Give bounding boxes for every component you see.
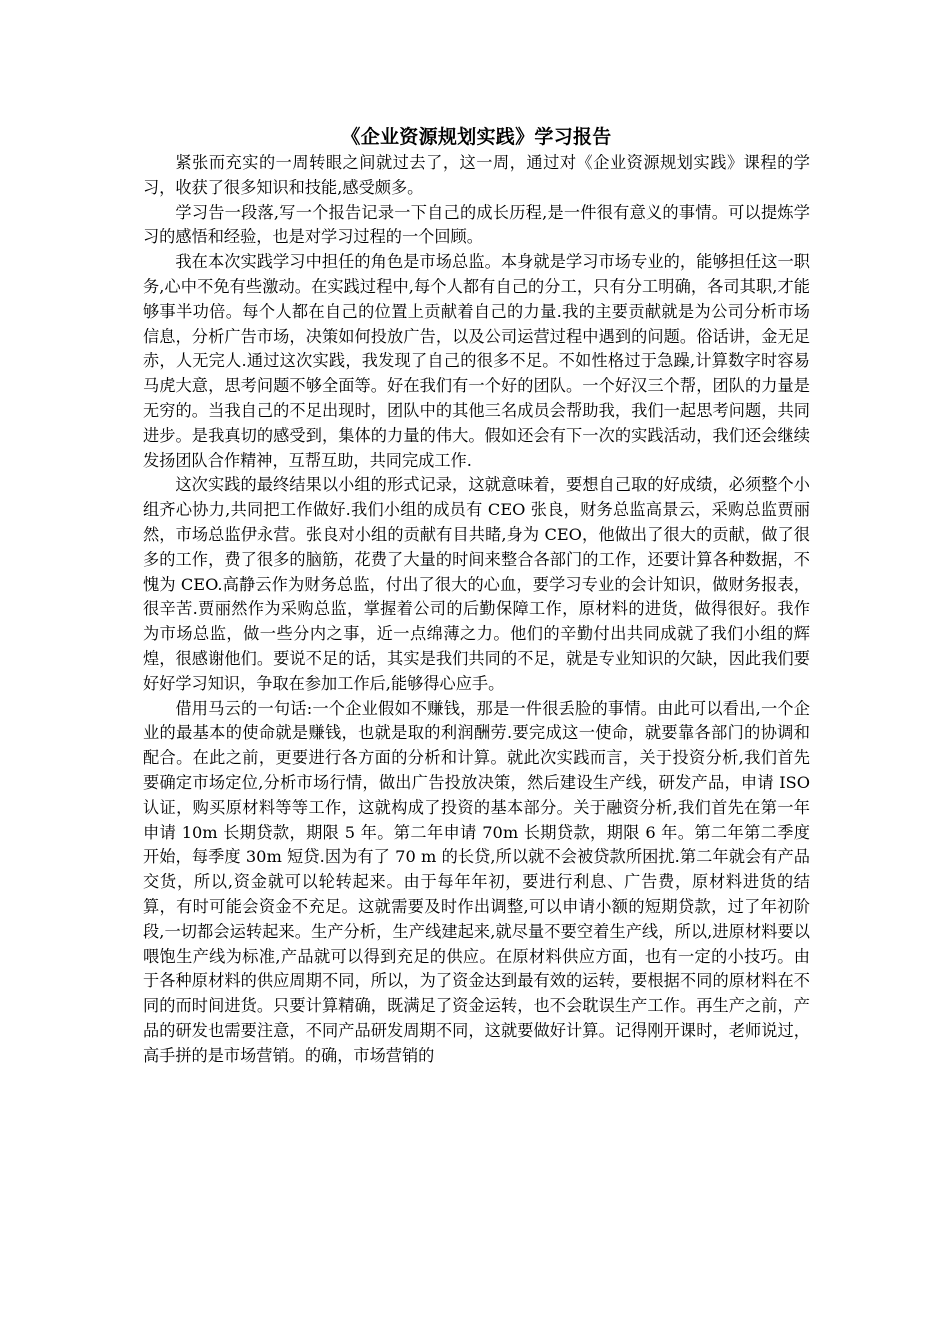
- document-body: [143, 124, 810, 1068]
- paragraph-role: 我在本次实践学习中担任的角色是市场总监。本身就是学习市场专业的，能够担任这一职务,心中不免有些激动。在实践过程中,每个人都有自己的分工，只有分工明确，各司其职,才能够事半功倍。每个人都在自己的位置上贡献着自己的力量.我的主要贡献就是为公司分析市场信息，分析广告市场，决策如何投放广告，以及公司运营过程中遇到的问题。俗话讲，金无足赤，人无完人.通过这次实践，我发现了自己的很多不足。不如性格过于急躁,计算数字时容易马虎大意，思考问题不够全面等。好在我们有一个好的团队。一个好汉三个帮，团队的力量是无穷的。当我自己的不足出现时，团队中的其他三名成员会帮助我，我们一起思考问题，共同进步。是我真切的感受到，集体的力量的伟大。假如还会有下一次的实践活动，我们还会继续发扬团队合作精神，互帮互助，共同完成工作.: [143, 252, 810, 470]
- paragraph-analysis: 借用马云的一句话:一个企业假如不赚钱，那是一件很丢脸的事情。由此可以看出,一个企业的最基本的使命就是赚钱，也就是取的利润酬劳.要完成这一使命，就要靠各部门的协调和配合。在此之前，更要进行各方面的分析和计算。就此次实践而言，关于投资分析,我们首先要确定市场定位,分析市场行情，做出广告投放决策，然后建设生产线，研发产品，申请 ISO 认证，购买原材料等等工作，这就构成了投资的基本部分。关于融资分析,我们首先在第一年申请 10m 长期贷款，期限 5 年。第二年申请 70m 长期贷款，期限 6 年。第二年第二季度开始，每季度 30m 短贷.因为有了 70 m 的长贷,所以就不会被贷款所困扰.第二年就会有产品交货，所以,资金就可以轮转起来。由于每年年初，要进行利息、广告费，原材料进货的结算，有时可能会资金不充足。这就需要及时作出调整,可以申请小额的短期贷款，过了年初阶段,一切都会运转起来。生产分析，生产线建起来,就尽量不要空着生产线，所以,进原材料要以喂饱生产线为标准,产品就可以得到充足的供应。在原材料供应方面，也有一定的小技巧。由于各种原材料的供应周期不同，所以，为了资金达到最有效的运转，要根据不同的原材料在不同的而时间进货。只要计算精确，既满足了资金运转，也不会耽误生产工作。再生产之前，产品的研发也需要注意，不同产品研发周期不同，这就要做好计算。记得刚开课时，老师说过，高手拼的是市场营销。的确，市场营销的: [143, 698, 810, 1065]
- document-title: 《企业资源规划实践》学习报告: [341, 126, 612, 148]
- paragraph-team: 这次实践的最终结果以小组的形式记录，这就意味着，要想自己取的好成绩，必须整个小组齐心协力,共同把工作做好.我们小组的成员有 CEO 张良，财务总监高景云，采购总监贾丽然，市场总监伊永营。张良对小组的贡献有目共睹,身为 CEO，他做出了很大的贡献，做了很多的工作，费了很多的脑筋，花费了大量的时间来整合各部门的工作，还要计算各种数据，不愧为 CEO.高静云作为财务总监，付出了很大的心血，要学习专业的会计知识，做财务报表，很辛苦.贾丽然作为采购总监，掌握着公司的后勤保障工作，原材料的进货，做得很好。我作为市场总监，做一些分内之事，近一点绵薄之力。他们的辛勤付出共同成就了我们小组的辉煌，很感谢他们。要说不足的话，其实是我们共同的不足，就是专业知识的欠缺，因此我们要好好学习知识，争取在参加工作后,能够得心应手。: [143, 475, 810, 693]
- paragraph-purpose: 学习告一段落,写一个报告记录一下自己的成长历程,是一件很有意义的事情。可以提炼学习的感悟和经验，也是对学习过程的一个回顾。: [143, 202, 810, 247]
- paragraph-intro: 紧张而充实的一周转眼之间就过去了，这一周，通过对《企业资源规划实践》课程的学习，收获了很多知识和技能,感受颇多。: [143, 153, 810, 197]
